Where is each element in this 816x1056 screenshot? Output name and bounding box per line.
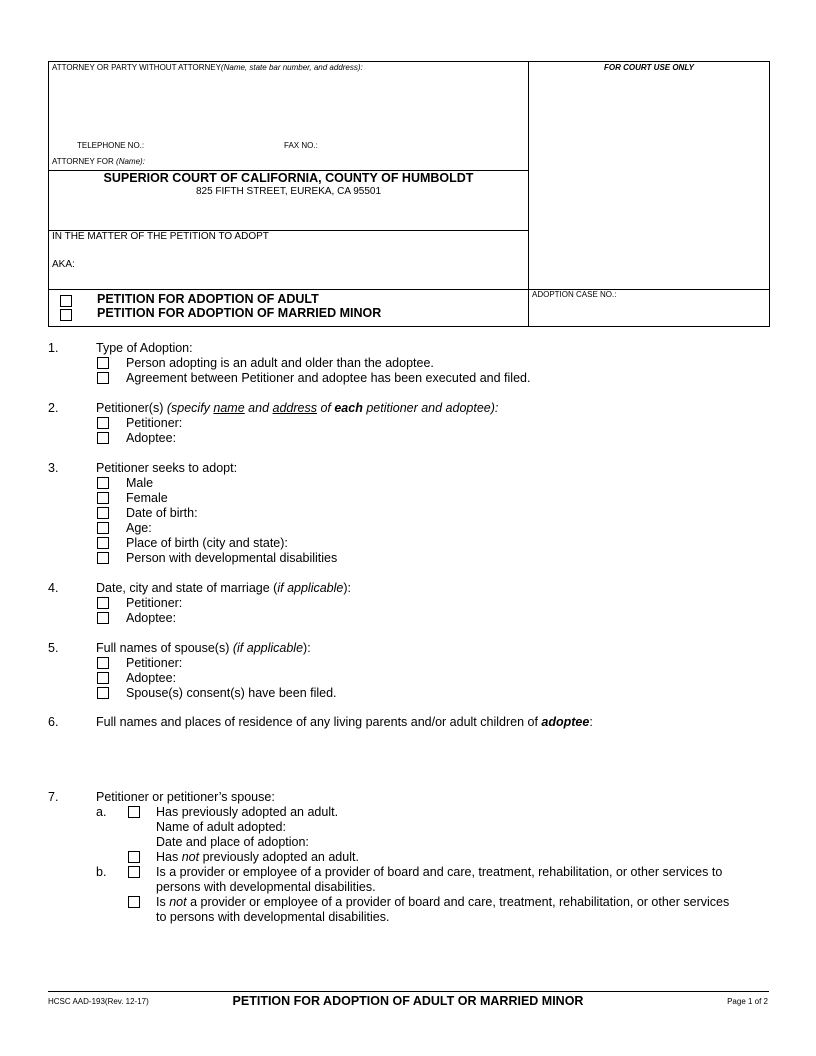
item-2-number: 2. bbox=[48, 401, 59, 415]
item-3-age-label: Age: bbox=[126, 521, 152, 535]
petition-adult-label: PETITION FOR ADOPTION OF ADULT bbox=[97, 292, 319, 306]
item-5-adoptee-label: Adoptee: bbox=[126, 671, 177, 685]
fax-label: FAX NO.: bbox=[284, 141, 318, 150]
court-name: SUPERIOR COURT OF CALIFORNIA, COUNTY OF HUMBOLDT bbox=[103, 171, 474, 185]
item-7-number: 7. bbox=[48, 790, 59, 804]
item-7a-not-adopted-label: Has not previously adopted an adult. bbox=[156, 850, 359, 864]
item-4-number: 4. bbox=[48, 581, 59, 595]
item-4-adoptee-checkbox[interactable] bbox=[97, 612, 109, 624]
item-6-number: 6. bbox=[48, 715, 59, 729]
item-3-age-checkbox[interactable] bbox=[97, 522, 109, 534]
footer-page: Page 1 of 2 bbox=[727, 997, 768, 1006]
footer-form-id: HCSC AAD-193(Rev. 12-17) bbox=[48, 997, 149, 1006]
item-3-male-label: Male bbox=[126, 476, 154, 490]
item-3-male-checkbox[interactable] bbox=[97, 477, 109, 489]
item-6-title: Full names and places of residence of any living parents and/or adult children of adoptee: bbox=[96, 715, 593, 729]
item-1-opt2-label: Agreement between Petitioner and adoptee has been executed and filed. bbox=[126, 371, 531, 385]
item-7a-date-label: Date and place of adoption: bbox=[156, 835, 309, 849]
item-7-title: Petitioner or petitioner’s spouse: bbox=[96, 790, 275, 804]
item-1-opt1-label: Person adopting is an adult and older than the adoptee. bbox=[126, 356, 434, 370]
court-address: 825 FIFTH STREET, EUREKA, CA 95501 bbox=[195, 186, 382, 197]
item-5-petitioner-checkbox[interactable] bbox=[97, 657, 109, 669]
item-7b-not-provider-checkbox[interactable] bbox=[128, 896, 140, 908]
footer-title: PETITION FOR ADOPTION OF ADULT OR MARRIED MINOR bbox=[232, 994, 584, 1008]
item-3-dd-label: Person with developmental disabilities bbox=[126, 551, 338, 565]
item-5-adoptee-checkbox[interactable] bbox=[97, 672, 109, 684]
item-4-title: Date, city and state of marriage (if applicable): bbox=[96, 581, 351, 595]
court-use-label: FOR COURT USE ONLY bbox=[604, 63, 694, 72]
item-7a-name-label: Name of adult adopted: bbox=[156, 820, 286, 834]
telephone-label: TELEPHONE NO.: bbox=[77, 141, 145, 150]
item-1-opt2-checkbox[interactable] bbox=[97, 372, 109, 384]
item-1-number: 1. bbox=[48, 341, 59, 355]
attorney-for-label: ATTORNEY FOR (Name): bbox=[52, 157, 145, 166]
item-5-title: Full names of spouse(s) (if applicable): bbox=[96, 641, 311, 655]
item-3-dob-label: Date of birth: bbox=[126, 506, 198, 520]
attorney-label: ATTORNEY OR PARTY WITHOUT ATTORNEY(Name, state bar number, and address): bbox=[52, 63, 363, 72]
caption-line-3 bbox=[48, 289, 769, 290]
item-2-petitioner-label: Petitioner: bbox=[126, 416, 183, 430]
item-3-title: Petitioner seeks to adopt: bbox=[96, 461, 238, 475]
item-5-consent-label: Spouse(s) consent(s) have been filed. bbox=[126, 686, 337, 700]
item-2-adoptee-label: Adoptee: bbox=[126, 431, 177, 445]
item-2-petitioner-checkbox[interactable] bbox=[97, 417, 109, 429]
item-7a-not-adopted-checkbox[interactable] bbox=[128, 851, 140, 863]
item-1-title: Type of Adoption: bbox=[96, 341, 193, 355]
item-7b-letter: b. bbox=[96, 865, 107, 879]
case-no-label: ADOPTION CASE NO.: bbox=[532, 290, 617, 299]
item-7a-letter: a. bbox=[96, 805, 107, 819]
item-7b-provider-checkbox[interactable] bbox=[128, 866, 140, 878]
matter-label: IN THE MATTER OF THE PETITION TO ADOPT bbox=[52, 231, 269, 242]
item-3-number: 3. bbox=[48, 461, 59, 475]
item-3-pob-checkbox[interactable] bbox=[97, 537, 109, 549]
item-7b-provider-label: Is a provider or employee of a provider of board and care, treatment, rehabilitation, or other services to bbox=[156, 865, 723, 879]
item-7a-has-adopted-label: Has previously adopted an adult. bbox=[156, 805, 339, 819]
item-4-petitioner-label: Petitioner: bbox=[126, 596, 183, 610]
item-7a-has-adopted-checkbox[interactable] bbox=[128, 806, 140, 818]
item-4-adoptee-label: Adoptee: bbox=[126, 611, 177, 625]
item-5-petitioner-label: Petitioner: bbox=[126, 656, 183, 670]
item-7b-provider-label-cont: persons with developmental disabilities. bbox=[156, 880, 376, 894]
item-3-dd-checkbox[interactable] bbox=[97, 552, 109, 564]
petition-minor-checkbox[interactable] bbox=[60, 309, 72, 321]
item-4-petitioner-checkbox[interactable] bbox=[97, 597, 109, 609]
item-3-female-checkbox[interactable] bbox=[97, 492, 109, 504]
item-7b-not-provider-label: Is not a provider or employee of a provider of board and care, treatment, rehabilitation, or other services bbox=[156, 895, 730, 909]
aka-label: AKA: bbox=[52, 259, 75, 270]
item-3-female-label: Female bbox=[126, 491, 168, 505]
item-2-title: Petitioner(s) (specify name and address of each petitioner and adoptee): bbox=[96, 401, 499, 415]
item-7b-not-provider-label-cont: to persons with developmental disabilities. bbox=[156, 910, 390, 924]
footer-rule bbox=[48, 991, 769, 992]
item-2-adoptee-checkbox[interactable] bbox=[97, 432, 109, 444]
petition-minor-label: PETITION FOR ADOPTION OF MARRIED MINOR bbox=[97, 306, 382, 320]
item-5-number: 5. bbox=[48, 641, 59, 655]
petition-adult-checkbox[interactable] bbox=[60, 295, 72, 307]
item-5-consent-checkbox[interactable] bbox=[97, 687, 109, 699]
item-3-dob-checkbox[interactable] bbox=[97, 507, 109, 519]
item-3-pob-label: Place of birth (city and state): bbox=[126, 536, 288, 550]
item-1-opt1-checkbox[interactable] bbox=[97, 357, 109, 369]
